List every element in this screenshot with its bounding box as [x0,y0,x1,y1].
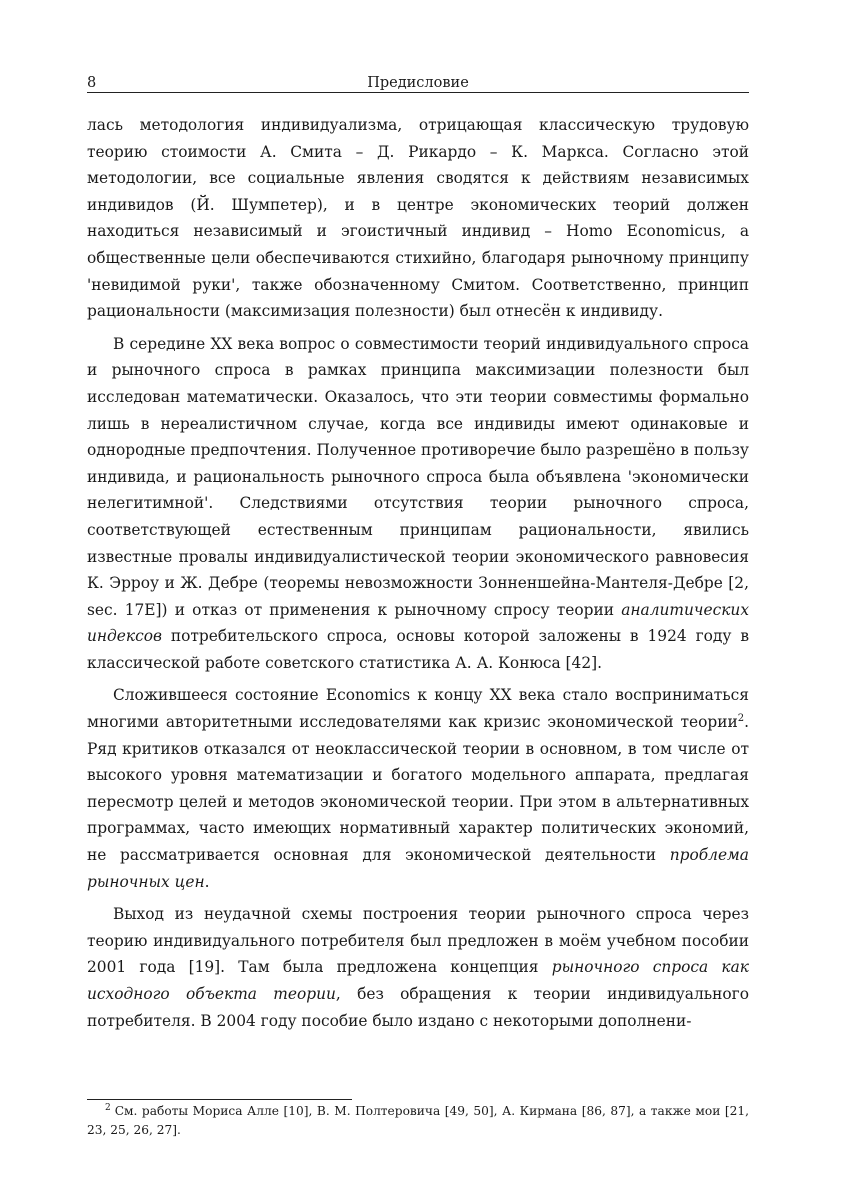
footnote-text: См. работы Мориса Алле [10], В. М. Полтеровича [49, 50], А. Кирмана [86, 87], а также мои [21, 23, 25, 26, 27]. [87,1104,749,1137]
page-number: 8 [87,75,97,91]
paragraph-3-text-b: . Ряд критиков отказался от неоклассической теории в основном, в том числе от высокого уровня математизации и богатого модельного аппарата, предлагая пересмотр целей и методов экономической теории. При этом в альтернативных программах, часто имеющих нормативный характер политических экономий, не рассматривается основная для экономической деятельности [87,713,749,865]
body-text [87,112,749,1034]
footnote [87,1102,749,1140]
running-title: Предисловие [367,75,469,91]
paragraph-3-emphasis: проблема рыночных цен [87,846,749,891]
paragraph-3-text-c: . [204,872,210,891]
running-header [87,70,749,93]
footnote-rule [87,1099,352,1100]
paragraph-2 [87,331,749,677]
footnote-reference: 2 [737,712,745,724]
footnote-mark: 2 [105,1102,111,1113]
paragraph-4-text-b: , без обращения к теории индивидуального потребителя. В 2004 году пособие было издано с некоторыми дополнени- [87,985,749,1030]
paragraph-2-text-a: В середине XX века вопрос о совместимости теорий индивидуального спроса и рыночного спроса в рамках принципа максимизации полезности был исследован математически. Оказалось, что эти теории совместимы формально лишь в нереалистичном случае, когда все индивиды имеют одинаковые и однородные предпочтения. Полученное противоречие было разрешёно в пользу индивида, и рациональность рыночного спроса была объявлена 'экономически нелегитимной'. Следствиями отсутствия теории рыночного спроса, соответствующей естественным принципам рациональности, явились известные провалы индивидуалистической теории экономического равновесия К. Эрроу и Ж. Дебре (теоремы невозможности Зонненшейна-Мантеля-Дебре [2, sec. 17E]) и отказ от применения к рыночному спросу теории [87,334,749,619]
paragraph-1-text: лась методология индивидуализма, отрицающая классическую трудовую теорию стоимости А. Смита – Д. Рикардо – К. Маркса. Согласно этой методологии, все социальные явления сводятся к действиям независимых индивидов (Й. Шумпетер), и в центре экономических теорий должен находиться независимый и эгоистичный индивид – Homo Economicus, а общественные цели обеспечиваются стихийно, благодаря рыночному принципу 'невидимой руки', также обозначенному Смитом. Соответственно, принцип рациональности (максимизация полезности) был отнесён к индивиду. [87,116,749,321]
paragraph-3-text-a: Сложившееся состояние Economics к концу XX века стало восприниматься многими авторитетными исследователями как кризис экономической теории [87,686,749,732]
page [87,70,749,1034]
paragraph-2-text-b: потребительского спроса, основы которой заложены в 1924 году в классической работе советского статистика А. А. Конюса [42]. [87,627,749,672]
paragraph-1 [87,112,749,325]
paragraph-3 [87,682,749,895]
paragraph-2-emphasis: аналитических индексов [87,600,749,646]
paragraph-4-emphasis: рыночного спроса как исходного объекта теории [87,958,749,1003]
paragraph-4-text-a: Выход из неудачной схемы построения теории рыночного спроса через теорию индивидуального потребителя был предложен в моём учебном пособии 2001 года [19]. Там была предложена концепция [87,905,749,977]
paragraph-4 [87,901,749,1034]
